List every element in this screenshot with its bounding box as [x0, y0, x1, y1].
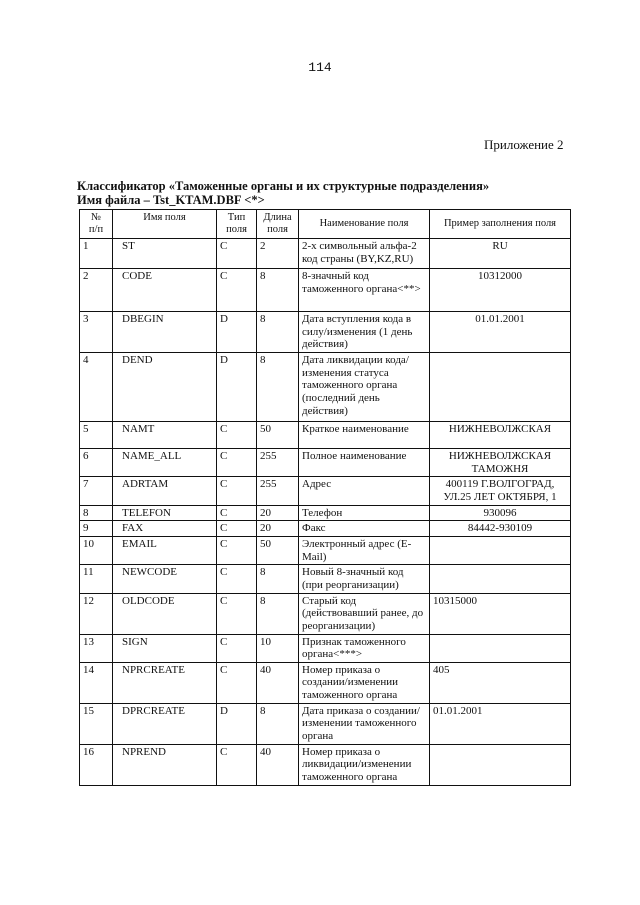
- field-type: C: [217, 422, 257, 449]
- field-description: Телефон: [299, 505, 430, 521]
- field-length: 20: [257, 505, 299, 521]
- field-type: C: [217, 269, 257, 312]
- row-number: 13: [80, 634, 113, 662]
- field-name: ST: [113, 239, 217, 269]
- field-example: 01.01.2001: [430, 703, 571, 744]
- field-name: CODE: [113, 269, 217, 312]
- field-length: 40: [257, 744, 299, 785]
- header-field-description: Наименование поля: [299, 210, 430, 239]
- field-example: 84442-930109: [430, 521, 571, 537]
- table-row: [80, 703, 571, 744]
- field-type: C: [217, 662, 257, 703]
- field-type: C: [217, 536, 257, 564]
- field-example: [430, 353, 571, 422]
- table-row: [80, 239, 571, 269]
- table-row: [80, 505, 571, 521]
- field-description: Факс: [299, 521, 430, 537]
- field-type: C: [217, 505, 257, 521]
- field-type: C: [217, 449, 257, 477]
- row-number: 8: [80, 505, 113, 521]
- header-example: Пример заполнения поля: [430, 210, 571, 239]
- field-description: Номер приказа о создании/изменении таможенного органа: [299, 662, 430, 703]
- row-number: 7: [80, 477, 113, 505]
- field-length: 10: [257, 634, 299, 662]
- field-example: НИЖНЕВОЛЖСКАЯ: [430, 422, 571, 449]
- field-length: 8: [257, 703, 299, 744]
- field-example: [430, 744, 571, 785]
- row-number: 6: [80, 449, 113, 477]
- row-number: 9: [80, 521, 113, 537]
- field-description: Дата ликвидации кода/изменения статуса таможенного органа (последний день действия): [299, 353, 430, 422]
- field-name: NAMT: [113, 422, 217, 449]
- field-example: RU: [430, 239, 571, 269]
- table-row: [80, 662, 571, 703]
- table-row: [80, 449, 571, 477]
- field-length: 255: [257, 477, 299, 505]
- row-number: 15: [80, 703, 113, 744]
- header-field-name: Имя поля: [113, 210, 217, 239]
- row-number: 12: [80, 593, 113, 634]
- row-number: 1: [80, 239, 113, 269]
- field-type: C: [217, 521, 257, 537]
- field-length: 50: [257, 536, 299, 564]
- field-description: 2-х символьный альфа-2 код страны (BY,KZ,RU): [299, 239, 430, 269]
- field-name: DBEGIN: [113, 312, 217, 353]
- field-name: TELEFON: [113, 505, 217, 521]
- field-name: OLDCODE: [113, 593, 217, 634]
- field-type: C: [217, 239, 257, 269]
- row-number: 11: [80, 565, 113, 593]
- row-number: 16: [80, 744, 113, 785]
- page-number: 114: [308, 60, 332, 75]
- field-description: Новый 8-значный код (при реорганизации): [299, 565, 430, 593]
- field-name: NEWCODE: [113, 565, 217, 593]
- row-number: 14: [80, 662, 113, 703]
- field-type: D: [217, 353, 257, 422]
- field-type: D: [217, 703, 257, 744]
- field-example: 400119 Г.ВОЛГОГРАД, УЛ.25 ЛЕТ ОКТЯБРЯ, 1: [430, 477, 571, 505]
- field-description: Дата вступления кода в силу/изменения (1 день действия): [299, 312, 430, 353]
- field-example: [430, 536, 571, 564]
- field-name: ADRTAM: [113, 477, 217, 505]
- header-number: № п/п: [80, 210, 113, 239]
- field-length: 8: [257, 312, 299, 353]
- field-type: C: [217, 593, 257, 634]
- field-example: 930096: [430, 505, 571, 521]
- file-name-line: Имя файла – Tst_KTAM.DBF <*>: [77, 193, 265, 207]
- field-length: 20: [257, 521, 299, 537]
- field-description: Адрес: [299, 477, 430, 505]
- row-number: 5: [80, 422, 113, 449]
- row-number: 2: [80, 269, 113, 312]
- document-title: Классификатор «Таможенные органы и их структурные подразделения»: [77, 179, 490, 193]
- field-description: Старый код (действовавший ранее, до реорганизации): [299, 593, 430, 634]
- appendix-label: Приложение 2: [484, 137, 564, 152]
- field-type: C: [217, 744, 257, 785]
- field-length: 40: [257, 662, 299, 703]
- field-name: SIGN: [113, 634, 217, 662]
- table-row: [80, 565, 571, 593]
- header-field-length: Длина поля: [257, 210, 299, 239]
- table-row: [80, 422, 571, 449]
- field-example: 10312000: [430, 269, 571, 312]
- field-name: NAME_ALL: [113, 449, 217, 477]
- field-name: NPREND: [113, 744, 217, 785]
- table-row: [80, 593, 571, 634]
- header-field-type: Тип поля: [217, 210, 257, 239]
- table-row: [80, 521, 571, 537]
- field-name: DEND: [113, 353, 217, 422]
- field-description: Признак таможенного органа<***>: [299, 634, 430, 662]
- field-description: Номер приказа о ликвидации/изменении таможенного органа: [299, 744, 430, 785]
- field-description: Электронный адрес (E-Mail): [299, 536, 430, 564]
- field-type: C: [217, 565, 257, 593]
- field-type: C: [217, 634, 257, 662]
- field-name: FAX: [113, 521, 217, 537]
- field-example: [430, 634, 571, 662]
- field-example: 01.01.2001: [430, 312, 571, 353]
- field-description: Краткое наименование: [299, 422, 430, 449]
- field-type: D: [217, 312, 257, 353]
- row-number: 4: [80, 353, 113, 422]
- field-example: 10315000: [430, 593, 571, 634]
- row-number: 10: [80, 536, 113, 564]
- field-example: 405: [430, 662, 571, 703]
- table-row: [80, 269, 571, 312]
- field-description: Полное наименование: [299, 449, 430, 477]
- table-row: [80, 312, 571, 353]
- field-length: 50: [257, 422, 299, 449]
- table-row: [80, 536, 571, 564]
- field-length: 255: [257, 449, 299, 477]
- field-length: 8: [257, 565, 299, 593]
- field-type: C: [217, 477, 257, 505]
- field-name: EMAIL: [113, 536, 217, 564]
- field-description: Дата приказа о создании/изменении таможенного органа: [299, 703, 430, 744]
- fields-table: [79, 209, 571, 786]
- field-example: НИЖНЕВОЛЖСКАЯ ТАМОЖНЯ: [430, 449, 571, 477]
- field-name: NPRCREATE: [113, 662, 217, 703]
- row-number: 3: [80, 312, 113, 353]
- field-example: [430, 565, 571, 593]
- table-header-row: [80, 210, 571, 239]
- field-name: DPRCREATE: [113, 703, 217, 744]
- table-row: [80, 634, 571, 662]
- field-length: 8: [257, 269, 299, 312]
- table-row: [80, 353, 571, 422]
- field-length: 8: [257, 593, 299, 634]
- table-row: [80, 744, 571, 785]
- field-length: 2: [257, 239, 299, 269]
- table-row: [80, 477, 571, 505]
- field-length: 8: [257, 353, 299, 422]
- field-description: 8-значный код таможенного органа<**>: [299, 269, 430, 312]
